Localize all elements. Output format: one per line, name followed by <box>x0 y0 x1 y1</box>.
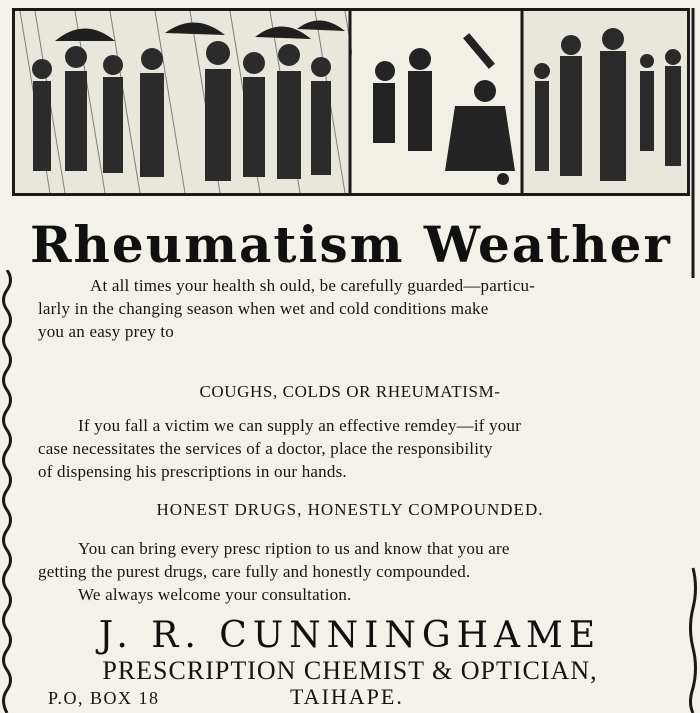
remedy-line-3: of dispensing his prescriptions in our hands. <box>38 462 347 481</box>
profession-line: PRESCRIPTION CHEMIST & OPTICIAN, <box>102 656 598 685</box>
illustration-art <box>15 11 687 193</box>
remedy-line-2: case necessitates the services of a doctor, place the responsibility <box>38 439 493 458</box>
intro-line-1: At all times your health sh ould, be carefully guarded—particu- <box>90 276 536 295</box>
remedy-line-1: If you fall a victim we can supply an effective remdey—if your <box>78 416 522 435</box>
remedy-paragraph <box>38 414 678 483</box>
prescription-line-3: We always welcome your consultation. <box>78 585 352 604</box>
po-box: P.O, BOX 18 <box>48 688 160 708</box>
slogan-line: HONEST DRUGS, HONESTLY COMPOUNDED. <box>156 500 544 519</box>
intro-paragraph <box>38 274 678 343</box>
intro-line-3: you an easy prey to <box>38 322 174 341</box>
right-border <box>688 8 698 713</box>
ailments-line: COUGHS, COLDS OR RHEUMATISM- <box>199 382 501 401</box>
prescription-paragraph <box>38 537 678 606</box>
town-name: TAIHAPE. <box>290 684 404 709</box>
winter-street-illustration <box>12 8 690 196</box>
firm-name: J. R. CUNNINGHAME <box>98 615 602 656</box>
prescription-line-2: getting the purest drugs, care fully and honestly compounded. <box>38 562 471 581</box>
intro-line-2: larly in the changing season when wet and cold conditions make <box>38 299 489 318</box>
headline: Rheumatism Weather <box>30 215 672 274</box>
prescription-line-1: You can bring every presc ription to us and know that you are <box>78 539 510 558</box>
